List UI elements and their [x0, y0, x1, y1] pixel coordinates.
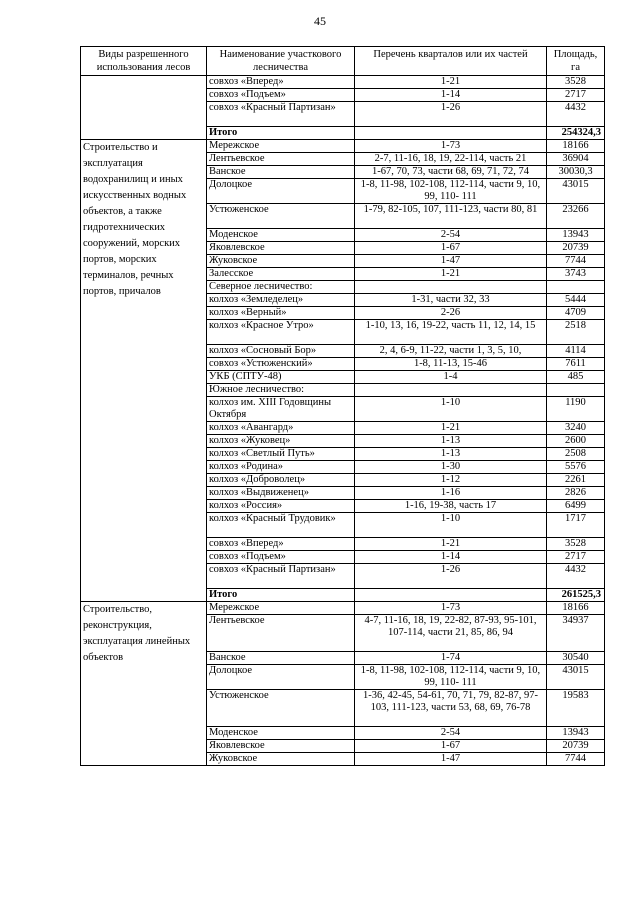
area-cell: 4114 [547, 345, 605, 358]
use-type-cell: Строительство, реконструкция, эксплуатация линейных объектов [81, 602, 207, 766]
area-cell: 23266 [547, 204, 605, 229]
forestry-name: колхоз «Земледелец» [207, 294, 355, 307]
header-use: Виды разрешенного использования лесов [81, 47, 207, 76]
table-row [81, 76, 605, 89]
area-cell: 43015 [547, 179, 605, 204]
area-cell: 4432 [547, 564, 605, 589]
area-cell: 2717 [547, 551, 605, 564]
quarters-cell: 1-31, части 32, 33 [355, 294, 547, 307]
forestry-name: Яковлевское [207, 740, 355, 753]
table-row [81, 140, 605, 153]
area-cell: 34937 [547, 615, 605, 652]
forestry-name: Долоцкое [207, 665, 355, 690]
quarters-cell: 1-67 [355, 740, 547, 753]
area-cell: 2600 [547, 435, 605, 448]
total-label: Итого [207, 127, 355, 140]
forestry-name: Лентьевское [207, 153, 355, 166]
forestry-name: Залесское [207, 268, 355, 281]
table-row [81, 602, 605, 615]
area-cell: 3528 [547, 76, 605, 89]
area-cell [547, 384, 605, 397]
forestry-name: совхоз «Подъем» [207, 89, 355, 102]
area-cell: 2508 [547, 448, 605, 461]
use-cell-continued [81, 76, 207, 140]
quarters-cell: 1-12 [355, 474, 547, 487]
forestry-name: колхоз «Светлый Путь» [207, 448, 355, 461]
area-cell [547, 281, 605, 294]
forestry-name: Долоцкое [207, 179, 355, 204]
area-cell: 2518 [547, 320, 605, 345]
quarters-cell: 2-54 [355, 229, 547, 242]
header-quarters: Перечень кварталов или их частей [355, 47, 547, 76]
area-cell: 5576 [547, 461, 605, 474]
header-forestry: Наименование участкового лесничества [207, 47, 355, 76]
forestry-name: колхоз «Выдвиженец» [207, 487, 355, 500]
forestry-name: Ванское [207, 652, 355, 665]
area-cell: 2717 [547, 89, 605, 102]
quarters-cell: 1-8, 11-13, 15-46 [355, 358, 547, 371]
header-area: Площадь, га [547, 47, 605, 76]
forestry-name: Моденское [207, 727, 355, 740]
total-area: 261525,3 [547, 589, 605, 602]
forestry-name: совхоз «Устюженский» [207, 358, 355, 371]
quarters-cell: 1-16 [355, 487, 547, 500]
area-cell: 20739 [547, 740, 605, 753]
quarters-cell: 1-47 [355, 753, 547, 766]
area-cell: 13943 [547, 727, 605, 740]
quarters-cell: 4-7, 11-16, 18, 19, 22-82, 87-93, 95-101, 107-114, части 21, 85, 86, 94 [355, 615, 547, 652]
forestry-name: колхоз им. XIII Годовщины Октября [207, 397, 355, 422]
quarters-cell: 1-74 [355, 652, 547, 665]
area-cell: 4432 [547, 102, 605, 127]
forestry-name: Лентьевское [207, 615, 355, 652]
area-cell: 1190 [547, 397, 605, 422]
quarters-cell: 1-21 [355, 422, 547, 435]
forestry-name: колхоз «Красный Трудовик» [207, 513, 355, 538]
quarters-cell: 1-8, 11-98, 102-108, 112-114, части 9, 10, 99, 110- 111 [355, 665, 547, 690]
forestry-name: Яковлевское [207, 242, 355, 255]
area-cell: 7611 [547, 358, 605, 371]
area-cell: 30030,3 [547, 166, 605, 179]
header-row [81, 47, 605, 76]
quarters-cell: 1-36, 42-45, 54-61, 70, 71, 79, 82-87, 97-103, 111-123, части 53, 68, 69, 76-78 [355, 690, 547, 727]
quarters-cell: 2-54 [355, 727, 547, 740]
quarters-cell: 1-21 [355, 268, 547, 281]
forestry-name: колхоз «Верный» [207, 307, 355, 320]
quarters-cell: 1-67 [355, 242, 547, 255]
forestry-name: Моденское [207, 229, 355, 242]
area-cell: 20739 [547, 242, 605, 255]
forestry-name: совхоз «Красный Партизан» [207, 564, 355, 589]
quarters-cell: 1-16, 19-38, часть 17 [355, 500, 547, 513]
quarters-cell: 1-4 [355, 371, 547, 384]
quarters-cell: 1-10 [355, 513, 547, 538]
forestry-name: колхоз «Родина» [207, 461, 355, 474]
quarters-cell: 1-26 [355, 564, 547, 589]
quarters-cell: 1-26 [355, 102, 547, 127]
use-type-cell: Строительство и эксплуатация водохранилищ и иных искусственных водных объектов, а также гидротехнических сооружений, морских портов, морских терминалов, речных портов, причалов [81, 140, 207, 602]
area-cell: 30540 [547, 652, 605, 665]
quarters-cell: 1-73 [355, 140, 547, 153]
forestry-name: Мережское [207, 140, 355, 153]
subheading-south: Южное лесничество: [207, 384, 355, 397]
area-cell: 5444 [547, 294, 605, 307]
forestry-name: совхоз «Красный Партизан» [207, 102, 355, 127]
quarters-cell: 1-30 [355, 461, 547, 474]
area-cell: 3240 [547, 422, 605, 435]
quarters-cell: 1-67, 70, 73, части 68, 69, 71, 72, 74 [355, 166, 547, 179]
quarters-cell: 1-21 [355, 76, 547, 89]
quarters-cell: 1-13 [355, 435, 547, 448]
forestry-name: колхоз «Россия» [207, 500, 355, 513]
forestry-name: колхоз «Красное Утро» [207, 320, 355, 345]
quarters-cell: 1-47 [355, 255, 547, 268]
quarters-cell: 2-26 [355, 307, 547, 320]
forestry-name: колхоз «Сосновый Бор» [207, 345, 355, 358]
area-cell: 18166 [547, 602, 605, 615]
quarters-cell: 1-14 [355, 551, 547, 564]
quarters-cell: 1-79, 82-105, 107, 111-123, части 80, 81 [355, 204, 547, 229]
area-cell: 2261 [547, 474, 605, 487]
area-cell: 6499 [547, 500, 605, 513]
quarters-cell: 2-7, 11-16, 18, 19, 22-114, часть 21 [355, 153, 547, 166]
forestry-name: Ванское [207, 166, 355, 179]
quarters-cell: 1-10, 13, 16, 19-22, часть 11, 12, 14, 15 [355, 320, 547, 345]
quarters-cell: 1-8, 11-98, 102-108, 112-114, части 9, 10, 99, 110- 111 [355, 179, 547, 204]
area-cell: 19583 [547, 690, 605, 727]
quarters-cell: 1-14 [355, 89, 547, 102]
total-label: Итого [207, 589, 355, 602]
forestry-name: колхоз «Жуковец» [207, 435, 355, 448]
area-cell: 1717 [547, 513, 605, 538]
total-area: 254324,3 [547, 127, 605, 140]
quarters-cell: 1-73 [355, 602, 547, 615]
forestry-name: Устюженское [207, 204, 355, 229]
area-cell: 7744 [547, 255, 605, 268]
total-quarters [355, 127, 547, 140]
area-cell: 2826 [547, 487, 605, 500]
total-quarters [355, 589, 547, 602]
area-cell: 4709 [547, 307, 605, 320]
forestry-name: Устюженское [207, 690, 355, 727]
area-cell: 43015 [547, 665, 605, 690]
forestry-name: Жуковское [207, 255, 355, 268]
area-cell: 13943 [547, 229, 605, 242]
forestry-name: колхоз «Доброволец» [207, 474, 355, 487]
area-cell: 36904 [547, 153, 605, 166]
area-cell: 485 [547, 371, 605, 384]
quarters-cell: 1-21 [355, 538, 547, 551]
quarters-cell: 2, 4, 6-9, 11-22, части 1, 3, 5, 10, [355, 345, 547, 358]
forestry-name: совхоз «Вперед» [207, 76, 355, 89]
quarters-cell [355, 281, 547, 294]
forestry-name: совхоз «Подъем» [207, 551, 355, 564]
forest-use-table [80, 46, 605, 766]
forestry-name: совхоз «Вперед» [207, 538, 355, 551]
quarters-cell: 1-13 [355, 448, 547, 461]
area-cell: 3528 [547, 538, 605, 551]
area-cell: 7744 [547, 753, 605, 766]
forestry-name: Мережское [207, 602, 355, 615]
area-cell: 18166 [547, 140, 605, 153]
subheading-north: Северное лесничество: [207, 281, 355, 294]
forestry-name: УКБ (СПТУ-48) [207, 371, 355, 384]
quarters-cell: 1-10 [355, 397, 547, 422]
forestry-name: Жуковское [207, 753, 355, 766]
area-cell: 3743 [547, 268, 605, 281]
page-number: 45 [314, 14, 326, 28]
quarters-cell [355, 384, 547, 397]
forestry-name: колхоз «Авангард» [207, 422, 355, 435]
